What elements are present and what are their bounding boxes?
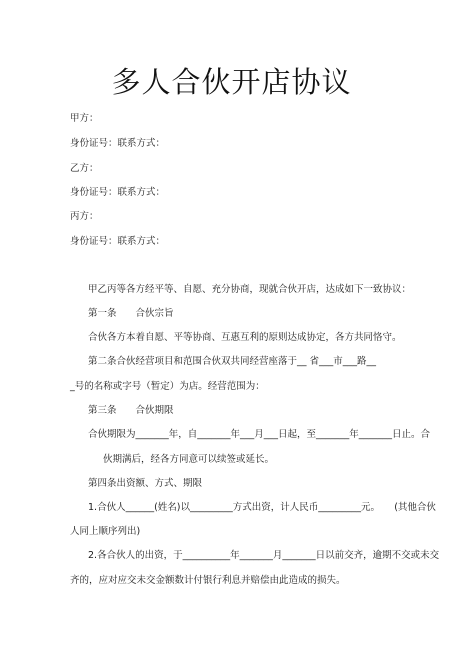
article-3-text: 合伙期限为_______年，自_______年___月___日起，至_______年_______日止。合 xyxy=(88,429,431,440)
party-a-label: 甲方： xyxy=(70,113,99,124)
party-b-id-contact: 身份证号：联系方式： xyxy=(70,187,166,198)
article-4-item-2: 2.各合伙人的出资，于__________年_______月_______日以前交齐，逾期不交或未交 xyxy=(88,550,440,561)
article-1-text: 合伙各方本着自愿、平等协商、互惠互利的原则达成协定，各方共同恪守。 xyxy=(88,332,402,343)
party-c-label: 丙方： xyxy=(70,211,99,222)
article-3-heading: 第三条 合伙期限 xyxy=(88,405,174,416)
article-3-text-cont: 伙期满后，经各方同意可以续签或延长。 xyxy=(103,454,275,465)
article-2-text: 第二条合伙经营项目和范围合伙双共同经营座落于__ 省___市___路__ xyxy=(88,356,377,367)
document-title: 多人合伙开店协议 xyxy=(111,65,352,99)
party-a-id-contact: 身份证号：联系方式： xyxy=(70,138,166,149)
article-1-heading: 第一条 合伙宗旨 xyxy=(88,308,174,319)
article-4-item-1-cont: 人同上顺序列出) xyxy=(70,526,141,537)
party-c-id-contact: 身份证号：联系方式： xyxy=(70,236,166,247)
party-b-label: 乙方： xyxy=(70,163,99,174)
article-2-text-cont: _号的名称或字号（暂定）为店。经营范围为： xyxy=(70,381,265,392)
article-4-heading: 第四条出资额、方式、期限 xyxy=(88,478,203,489)
article-4-item-2-cont: 齐的，应对应交未交金额数计付银行利息并赔偿由此造成的损失。 xyxy=(70,575,346,586)
preamble: 甲乙丙等各方经平等、自愿、充分协商，现就合伙开店，达成如下一致协议： xyxy=(88,284,412,295)
article-4-item-1: 1.合伙人______(姓名)以_________方式出资，计人民币_________元。 (其他合伙 xyxy=(88,502,436,513)
